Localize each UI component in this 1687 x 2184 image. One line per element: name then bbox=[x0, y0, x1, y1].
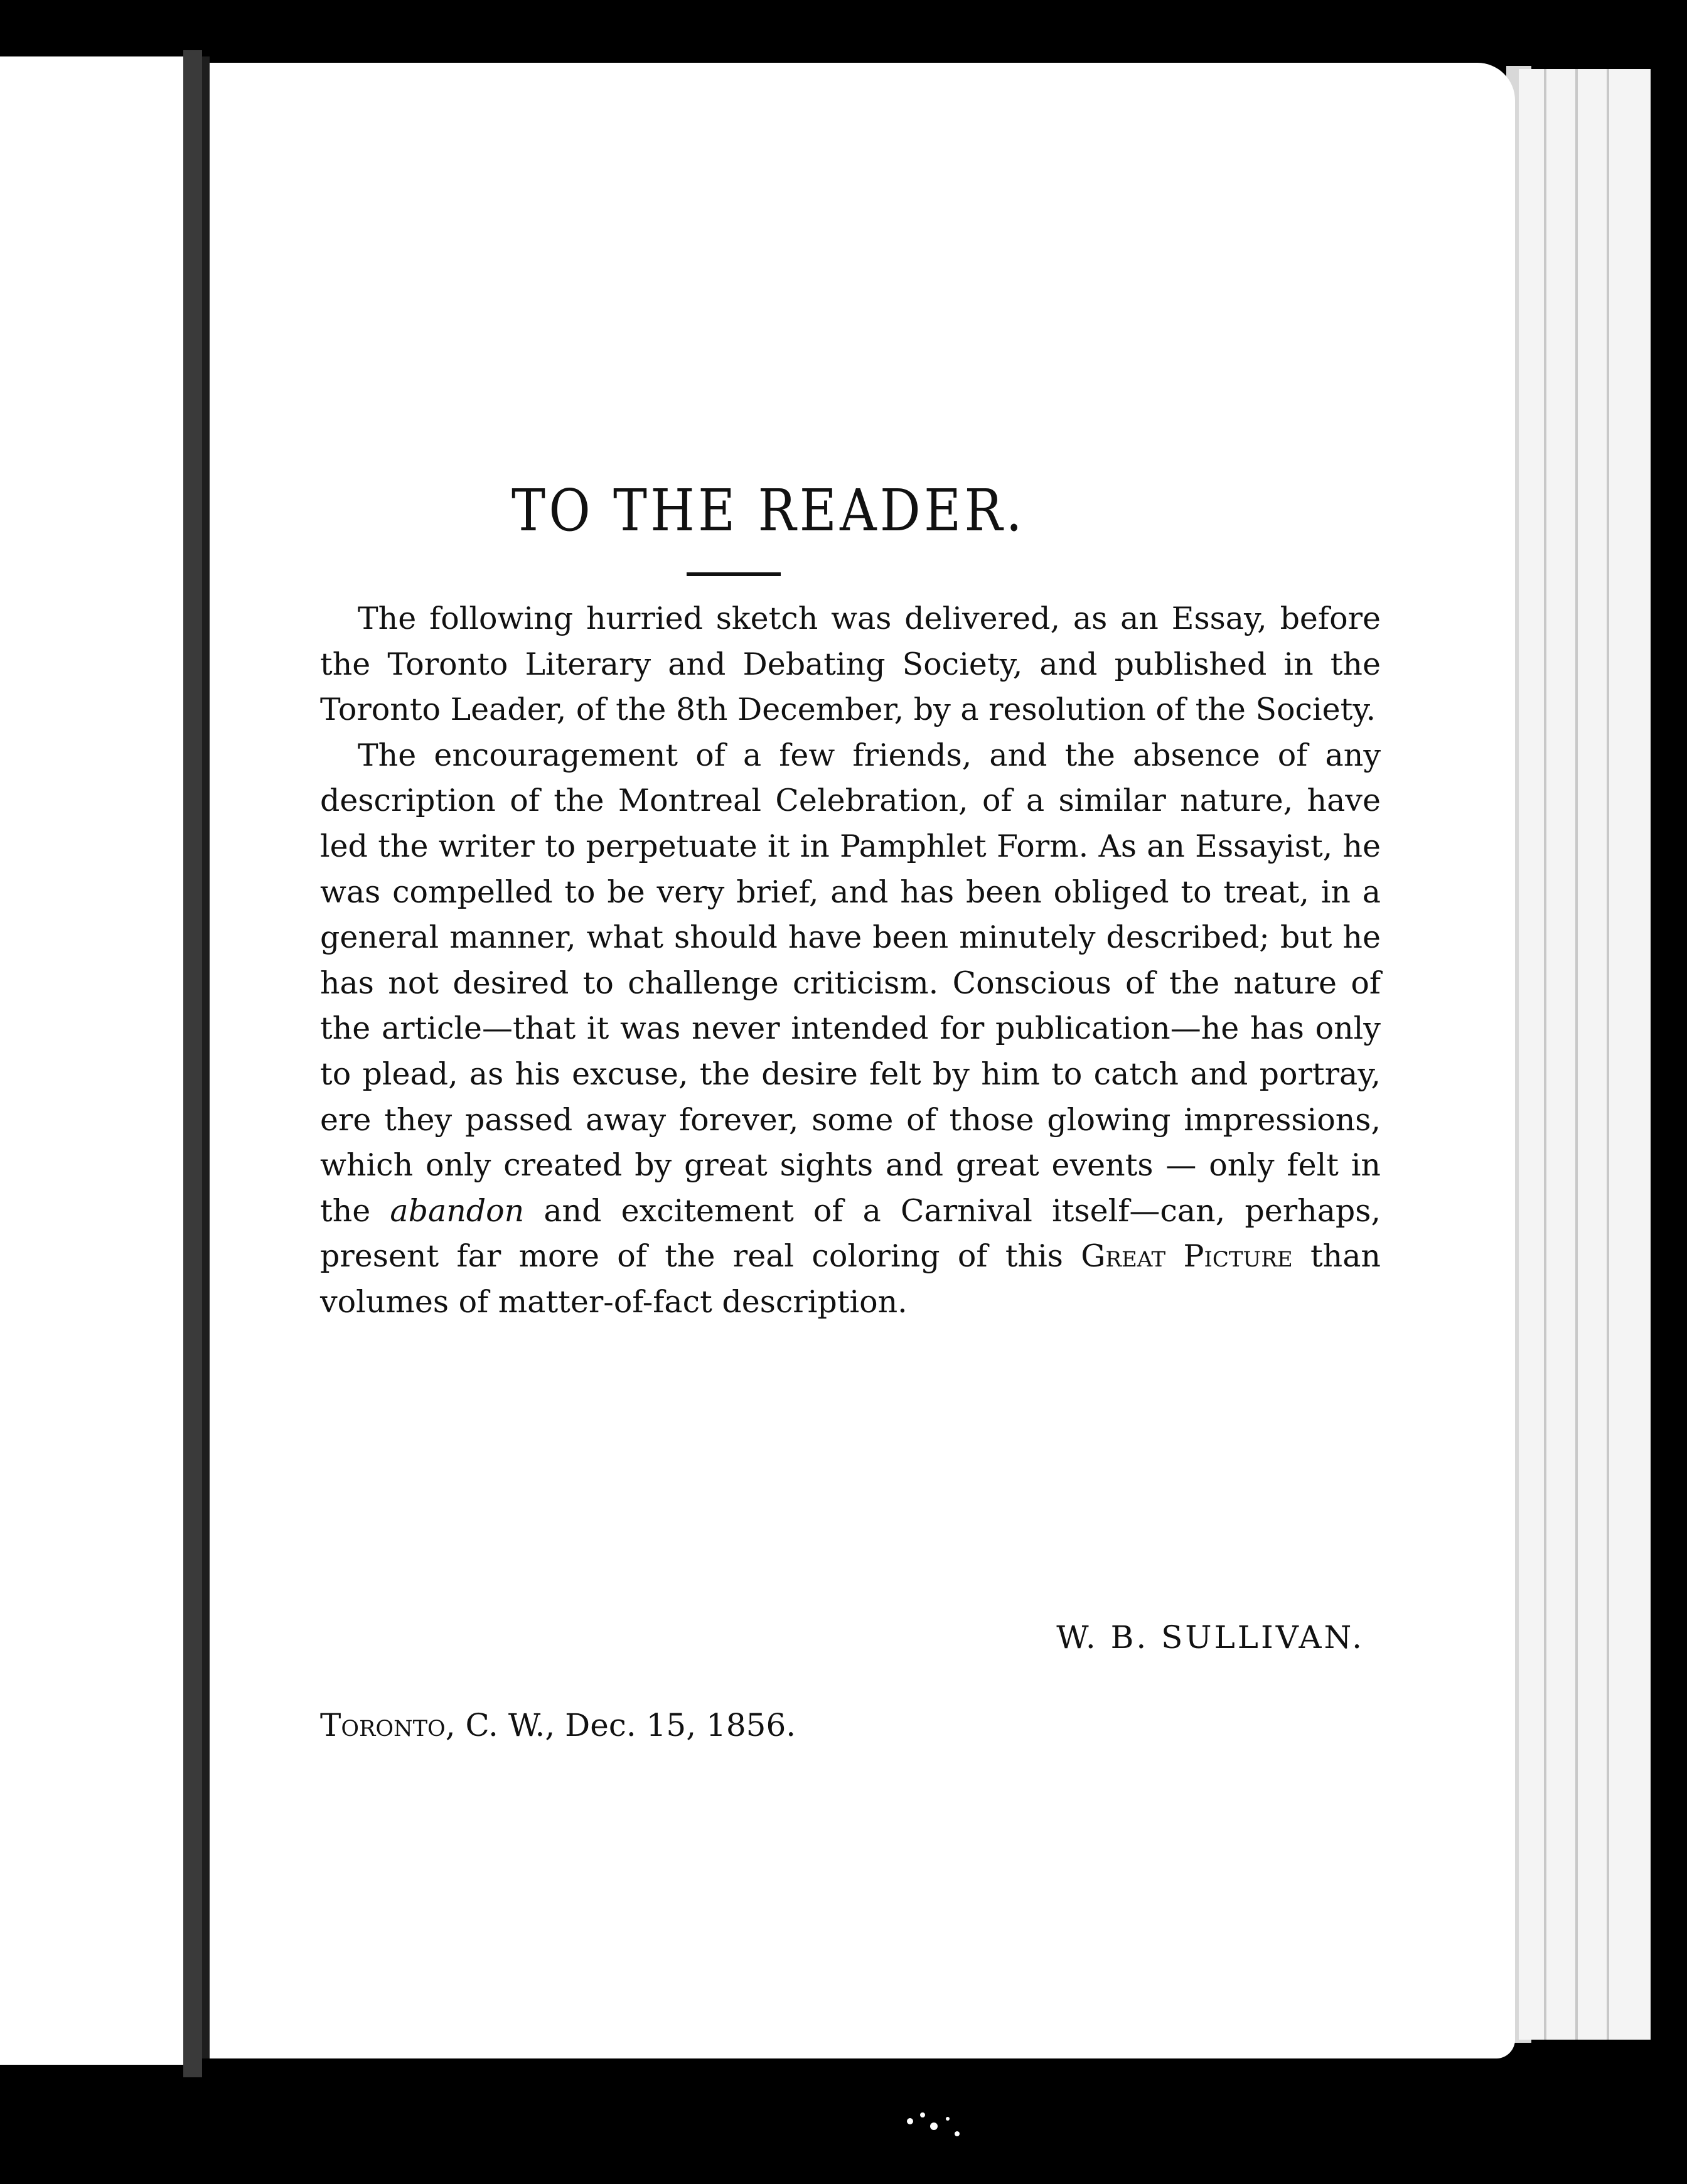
page-edge-line bbox=[1544, 69, 1546, 2040]
paragraph-1: The following hurried sketch was delivered, as an Essay, before the Toronto Literary and Debating Society, and published in the Toronto Leader, of the 8th December, by a resolution of the Society. bbox=[320, 601, 1381, 728]
paragraph-2-text: and excitement of a Carnival itself—can, perhaps, present far more of the real coloring of this bbox=[320, 1192, 1381, 1275]
paragraph-2-text: The encouragement of a few friends, and the absence of any description of the Montreal Celebration, of a similar nature, have led the writer to perpetuate it in Pamphlet Form. As an Essayist, he was compelled to be very brief, and has been obliged to treat, in a general manner, what should have been minutely described; but he has not desired to challenge criticism. Conscious of the nature of the article—that it was never intended for publication—he has only to plead, as his excuse, the desire felt by him to catch and portray, ere they passed away forever, some of those glowing impressions, which only created by great sights and great events — only felt in the bbox=[320, 737, 1381, 1229]
page-stack-edge bbox=[1519, 69, 1651, 2040]
title-rule bbox=[687, 572, 781, 576]
smallcaps-phrase: Great Picture bbox=[1081, 1238, 1293, 1275]
book-gutter-shadow bbox=[202, 56, 210, 2058]
book-gutter bbox=[183, 50, 202, 2077]
place-and-date bbox=[320, 1707, 796, 1743]
date-text: , C. W., Dec. 15, 1856. bbox=[445, 1707, 796, 1743]
body-text bbox=[320, 596, 1381, 1325]
page-title: TO THE READER. bbox=[511, 477, 1026, 544]
place-name: Toronto bbox=[320, 1707, 446, 1743]
page-edge-line bbox=[1607, 69, 1609, 2040]
page-edge-line bbox=[1575, 69, 1578, 2040]
print-specks bbox=[897, 2096, 973, 2153]
author-signature: W. B. SULLIVAN. bbox=[1056, 1619, 1364, 1656]
italic-word: abandon bbox=[390, 1192, 525, 1229]
facing-page-fragment bbox=[0, 56, 183, 2065]
book-page bbox=[210, 63, 1515, 2058]
paragraph-2-text: than volumes of matter-of-fact description. bbox=[320, 1238, 1381, 1320]
paragraph-2 bbox=[320, 733, 1381, 1325]
